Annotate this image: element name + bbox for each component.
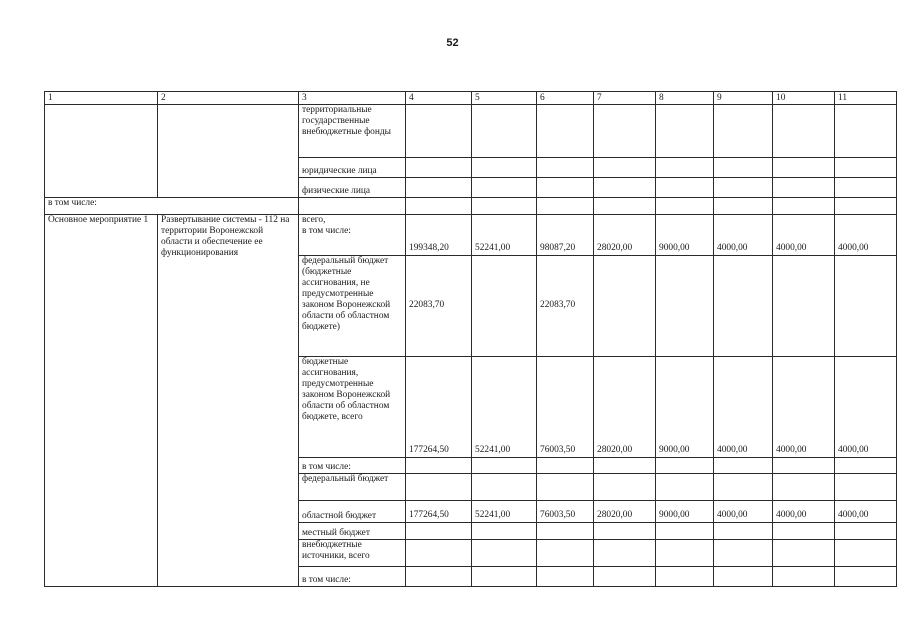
row-label-local-budget: местный бюджет	[299, 523, 406, 540]
empty-cell	[656, 198, 714, 215]
empty-cell	[594, 458, 656, 474]
empty-cell	[406, 567, 472, 587]
empty-cell	[714, 474, 773, 501]
value-cell	[773, 256, 835, 357]
header-row	[45, 92, 897, 105]
empty-cell	[714, 158, 773, 178]
empty-cell	[472, 567, 537, 587]
empty-cell	[472, 523, 537, 540]
empty-cell	[594, 540, 656, 567]
empty-cell	[714, 567, 773, 587]
value-cell: 4000,00	[773, 215, 835, 256]
value-cell: 177264,50	[406, 357, 472, 458]
empty-cell	[537, 474, 594, 501]
row-label-including: в том числе:	[45, 198, 299, 215]
empty-cell	[472, 105, 537, 158]
value-cell: 4000,00	[835, 501, 897, 523]
row-label-extrabudgetary: внебюджетные источники, всего	[299, 540, 406, 567]
empty-cell	[773, 474, 835, 501]
value-cell: 52241,00	[472, 501, 537, 523]
value-cell: 52241,00	[472, 357, 537, 458]
empty-cell	[406, 474, 472, 501]
value-cell	[656, 256, 714, 357]
empty-cell	[406, 523, 472, 540]
value-cell: 28020,00	[594, 215, 656, 256]
row-label-regional-budget: областной бюджет	[299, 501, 406, 523]
header-cell: 2	[158, 92, 299, 105]
empty-cell	[835, 198, 897, 215]
empty-cell	[656, 567, 714, 587]
empty-cell	[537, 567, 594, 587]
value-cell: 22083,70	[406, 256, 472, 357]
value-cell: 98087,20	[537, 215, 594, 256]
value-cell: 9000,00	[656, 501, 714, 523]
empty-cell	[656, 523, 714, 540]
empty-cell	[656, 458, 714, 474]
empty-cell	[299, 198, 406, 215]
empty-cell	[472, 474, 537, 501]
empty-cell	[594, 523, 656, 540]
empty-cell	[773, 105, 835, 158]
empty-cell	[472, 198, 537, 215]
event-description: Развертывание системы - 112 на территории Воронежской области и обеспечение ее функционирования	[158, 215, 299, 587]
value-cell: 4000,00	[835, 357, 897, 458]
value-cell	[472, 256, 537, 357]
table-cell	[158, 105, 299, 198]
empty-cell	[537, 540, 594, 567]
page-number: 52	[446, 37, 459, 49]
header-cell: 1	[45, 92, 158, 105]
empty-cell	[835, 105, 897, 158]
empty-cell	[835, 567, 897, 587]
empty-cell	[537, 523, 594, 540]
header-cell: 6	[537, 92, 594, 105]
empty-cell	[773, 178, 835, 198]
empty-cell	[472, 158, 537, 178]
empty-cell	[472, 458, 537, 474]
value-cell: 4000,00	[714, 501, 773, 523]
empty-cell	[594, 567, 656, 587]
empty-cell	[406, 540, 472, 567]
row-label-total: всего, в том числе:	[299, 215, 406, 256]
table-row	[45, 215, 897, 256]
empty-cell	[656, 105, 714, 158]
table-row	[45, 105, 897, 158]
empty-cell	[594, 198, 656, 215]
budget-table	[44, 91, 897, 587]
header-cell: 9	[714, 92, 773, 105]
empty-cell	[656, 474, 714, 501]
empty-cell	[537, 198, 594, 215]
empty-cell	[472, 540, 537, 567]
event-name: Основное мероприятие 1	[45, 215, 158, 587]
value-cell: 9000,00	[656, 357, 714, 458]
empty-cell	[714, 523, 773, 540]
empty-cell	[714, 198, 773, 215]
empty-cell	[406, 158, 472, 178]
value-cell: 9000,00	[656, 215, 714, 256]
table-row	[45, 198, 897, 215]
value-cell: 4000,00	[714, 357, 773, 458]
header-cell: 5	[472, 92, 537, 105]
value-cell: 177264,50	[406, 501, 472, 523]
empty-cell	[656, 178, 714, 198]
empty-cell	[773, 458, 835, 474]
empty-cell	[714, 540, 773, 567]
empty-cell	[835, 523, 897, 540]
value-cell: 76003,50	[537, 357, 594, 458]
row-label-assignments: бюджетные ассигнования, предусмотренные законом Воронежской области об областном бюджете, всего	[299, 357, 406, 458]
empty-cell	[594, 158, 656, 178]
value-cell: 28020,00	[594, 357, 656, 458]
value-cell: 4000,00	[773, 357, 835, 458]
empty-cell	[537, 178, 594, 198]
value-cell: 52241,00	[472, 215, 537, 256]
value-cell: 199348,20	[406, 215, 472, 256]
empty-cell	[594, 474, 656, 501]
empty-cell	[656, 540, 714, 567]
empty-cell	[537, 158, 594, 178]
empty-cell	[594, 105, 656, 158]
value-cell: 4000,00	[835, 215, 897, 256]
empty-cell	[773, 523, 835, 540]
empty-cell	[835, 474, 897, 501]
empty-cell	[773, 567, 835, 587]
table-cell	[45, 105, 158, 198]
row-label-federal-budget: федеральный бюджет	[299, 474, 406, 501]
value-cell	[594, 256, 656, 357]
value-cell: 4000,00	[714, 215, 773, 256]
empty-cell	[835, 158, 897, 178]
empty-cell	[656, 158, 714, 178]
empty-cell	[406, 458, 472, 474]
row-label-including: в том числе:	[299, 567, 406, 587]
empty-cell	[835, 540, 897, 567]
empty-cell	[406, 198, 472, 215]
value-cell: 76003,50	[537, 501, 594, 523]
empty-cell	[537, 105, 594, 158]
empty-cell	[594, 178, 656, 198]
empty-cell	[714, 458, 773, 474]
row-label-legal-entities: юридические лица	[299, 158, 406, 178]
row-label-territorial-funds: территориальные государственные внебюджетные фонды	[299, 105, 406, 158]
header-cell: 3	[299, 92, 406, 105]
value-cell: 28020,00	[594, 501, 656, 523]
value-cell: 22083,70	[537, 256, 594, 357]
empty-cell	[472, 178, 537, 198]
row-label-individuals: физические лица	[299, 178, 406, 198]
empty-cell	[537, 458, 594, 474]
header-cell: 10	[773, 92, 835, 105]
empty-cell	[714, 105, 773, 158]
header-cell: 8	[656, 92, 714, 105]
row-label-including: в том числе:	[299, 458, 406, 474]
value-cell: 4000,00	[773, 501, 835, 523]
empty-cell	[835, 458, 897, 474]
empty-cell	[406, 105, 472, 158]
empty-cell	[835, 178, 897, 198]
header-cell: 4	[406, 92, 472, 105]
empty-cell	[406, 178, 472, 198]
value-cell	[714, 256, 773, 357]
empty-cell	[773, 158, 835, 178]
empty-cell	[714, 178, 773, 198]
empty-cell	[773, 540, 835, 567]
row-label-federal: федеральный бюджет (бюджетные ассигнования, не предусмотренные законом Воронежской области об областном бюджете)	[299, 256, 406, 357]
header-cell: 7	[594, 92, 656, 105]
empty-cell	[773, 198, 835, 215]
header-cell: 11	[835, 92, 897, 105]
value-cell	[835, 256, 897, 357]
